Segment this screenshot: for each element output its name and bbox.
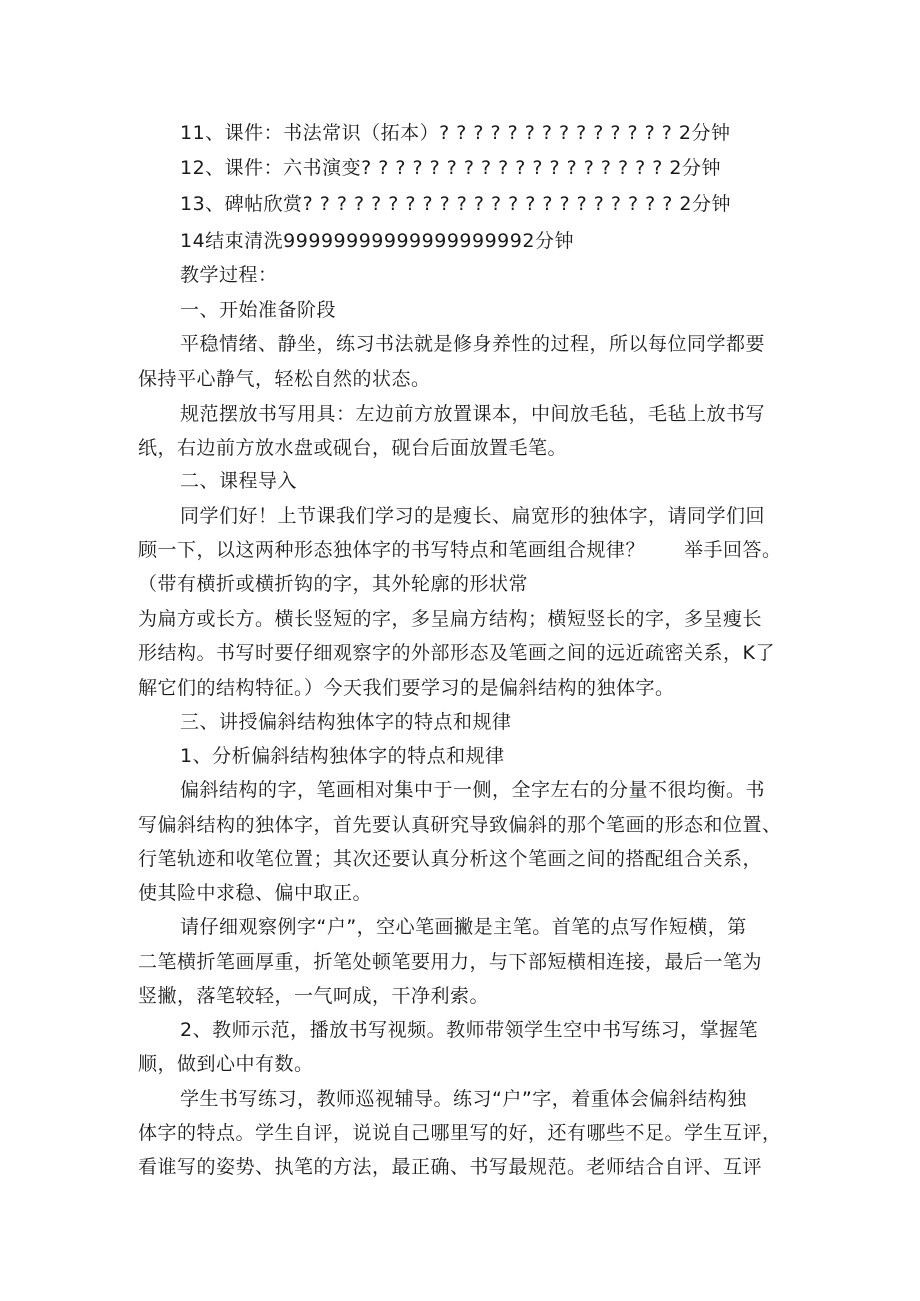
text-line: 14结束清洗99999999999999999992分钟: [180, 230, 574, 252]
paragraph-line: 学生书写练习，教师巡视辅导。练习“户”字，着重体会偏斜结构独: [180, 1088, 747, 1110]
section-heading: 教学过程：: [180, 264, 278, 286]
paragraph-line: 保持平心静气，轻松自然的状态。: [138, 368, 431, 390]
section-heading: 一、开始准备阶段: [180, 299, 337, 321]
text-line: 13、碑帖欣赏? ? ? ? ? ? ? ? ? ? ? ? ? ? ? ? ? ? ? ? ? ? 2分钟: [180, 193, 731, 215]
paragraph-line: 竖撇，落笔较轻，一气呵成，干净利索。: [138, 985, 490, 1007]
paragraph-line: 形结构。书写时要仔细观察字的外部形态及笔画之间的远近疏密关系，K了: [138, 642, 775, 664]
section-heading: 三、讲授偏斜结构独体字的特点和规律: [180, 711, 512, 733]
paragraph-line: 二笔横折笔画厚重，折笔处顿笔要用力，与下部短横相连接，最后一笔为: [138, 951, 763, 973]
paragraph-line: 为扁方或长方。横长竖短的字，多呈扁方结构；横短竖长的字，多呈瘦长: [138, 608, 763, 630]
paragraph-line: 2、教师示范，播放书写视频。教师带领学生空中书写练习，掌握笔: [180, 1019, 759, 1041]
paragraph-line: 顺，做到心中有数。: [138, 1053, 314, 1075]
paragraph-line: 行笔轨迹和收笔位置；其次还要认真分析这个笔画之间的搭配组合关系，: [138, 848, 763, 870]
paragraph-line: 同学们好！上节课我们学习的是瘦长、扁宽形的独体字，请同学们回: [180, 505, 766, 527]
paragraph-line: 写偏斜结构的独体字，首先要认真研究导致偏斜的那个笔画的形态和位置、: [138, 814, 782, 836]
paragraph-line: 偏斜结构的字，笔画相对集中于一侧，全字左右的分量不很均衡。书: [180, 779, 766, 801]
paragraph-line: 顾一下，以这两种形态独体字的书写特点和笔画组合规律？ 举手回答。: [138, 539, 782, 561]
text-line: 12、课件：六书演变? ? ? ? ? ? ? ? ? ? ? ? ? ? ? ? ? ? 2分钟: [180, 157, 721, 179]
paragraph-line: 解它们的结构特征。）今天我们要学习的是偏斜结构的独体字。: [138, 677, 675, 699]
text-line: 11、课件：书法常识（拓本）? ? ? ? ? ? ? ? ? ? ? ? ? ? 2分钟: [180, 122, 731, 144]
paragraph-line: 体字的特点。学生自评，说说自己哪里写的好，还有哪些不足。学生互评，: [138, 1122, 782, 1144]
subsection-heading: 1、分析偏斜结构独体字的特点和规律: [180, 745, 505, 767]
paragraph-line: 规范摆放书写用具：左边前方放置课本，中间放毛毡，毛毡上放书写: [180, 403, 766, 425]
paragraph-line: 使其险中求稳、偏中取正。: [138, 882, 373, 904]
paragraph-line: 看谁写的姿势、执笔的方法，最正确、书写最规范。老师结合自评、互评: [138, 1156, 763, 1178]
paragraph-line: （带有横折或横折钩的字，其外轮廓的形状常: [138, 573, 529, 595]
paragraph-line: 请仔细观察例字“户”，空心笔画撇是主笔。首笔的点写作短横，第: [180, 916, 747, 938]
section-heading: 二、课程导入: [180, 470, 298, 492]
paragraph-line: 纸，右边前方放水盘或砚台，砚台后面放置毛笔。: [138, 437, 568, 459]
paragraph-line: 平稳情绪、静坐，练习书法就是修身养性的过程，所以每位同学都要: [180, 333, 766, 355]
